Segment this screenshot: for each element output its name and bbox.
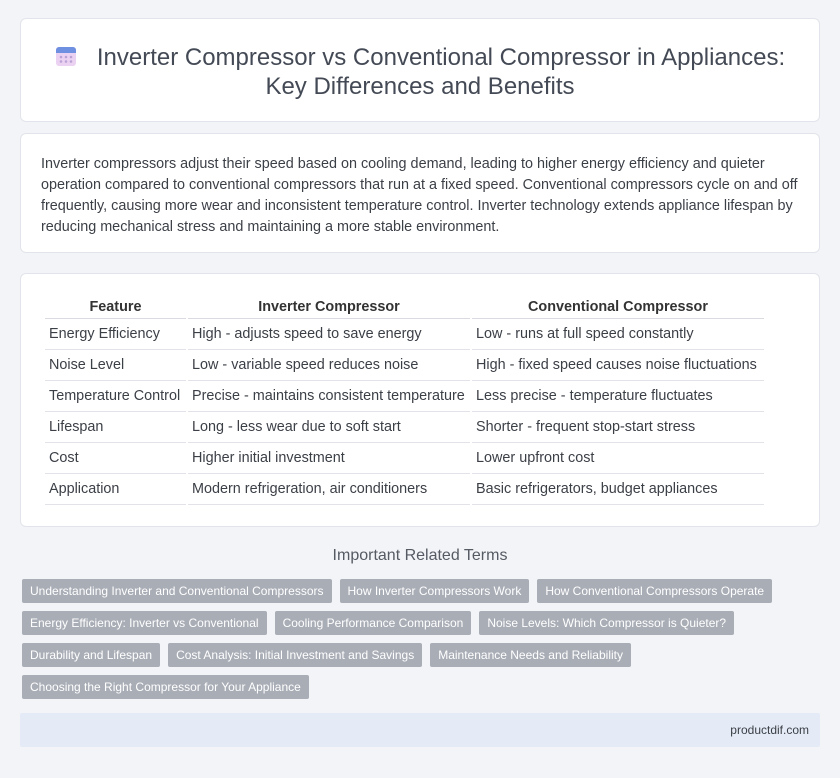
- table-cell: Temperature Control: [45, 381, 186, 412]
- table-cell: Higher initial investment: [188, 443, 470, 474]
- table-cell: Modern refrigeration, air conditioners: [188, 474, 470, 505]
- intro-paragraph: Inverter compressors adjust their speed based on cooling demand, leading to higher energy efficiency and quieter operation compared to conventional compressors that run at a fixed speed. Conventional compressors cycle on and off frequently, causing more wear and inconsistent temperature control. Inverter technology extends appliance lifespan by reducing mechanical stress and maintaining a more stable environment.: [41, 156, 798, 235]
- table-row: [45, 443, 764, 474]
- header-conventional: Conventional Compressor: [472, 295, 764, 319]
- related-term-tag[interactable]: Choosing the Right Compressor for Your Appliance: [22, 675, 309, 699]
- calendar-icon: [55, 45, 77, 67]
- table-cell: Noise Level: [45, 350, 186, 381]
- related-term-tag[interactable]: Cooling Performance Comparison: [275, 611, 472, 635]
- related-terms-title: Important Related Terms: [332, 547, 508, 564]
- related-term-tag[interactable]: Maintenance Needs and Reliability: [430, 643, 631, 667]
- table-row: [45, 474, 764, 505]
- table-cell: High - fixed speed causes noise fluctuations: [472, 350, 764, 381]
- title-line-1: Inverter Compressor vs Conventional Compressor in Appliances:: [96, 44, 786, 71]
- footer-site-link[interactable]: productdif.com: [730, 723, 809, 737]
- related-term-tag[interactable]: How Conventional Compressors Operate: [537, 579, 772, 603]
- related-term-tag[interactable]: Durability and Lifespan: [22, 643, 160, 667]
- table-row: [45, 412, 764, 443]
- table-cell: Low - runs at full speed constantly: [472, 319, 764, 350]
- comparison-card: [20, 273, 820, 527]
- table-row: [45, 319, 764, 350]
- related-term-tag[interactable]: Noise Levels: Which Compressor is Quieter?: [479, 611, 734, 635]
- comparison-table: [43, 295, 766, 505]
- table-cell: High - adjusts speed to save energy: [188, 319, 470, 350]
- title-line-2: Key Differences and Benefits: [265, 73, 575, 100]
- table-row: [45, 381, 764, 412]
- related-term-tag[interactable]: Cost Analysis: Initial Investment and Savings: [168, 643, 422, 667]
- related-terms-list: [22, 579, 812, 707]
- related-term-tag[interactable]: Understanding Inverter and Conventional Compressors: [22, 579, 332, 603]
- table-header-row: [45, 295, 764, 319]
- table-cell: Lifespan: [45, 412, 186, 443]
- table-row: [45, 350, 764, 381]
- table-cell: Basic refrigerators, budget appliances: [472, 474, 764, 505]
- related-term-tag[interactable]: Energy Efficiency: Inverter vs Conventional: [22, 611, 267, 635]
- footer-bar: [20, 713, 820, 747]
- table-cell: Lower upfront cost: [472, 443, 764, 474]
- header-feature: Feature: [45, 295, 186, 319]
- table-cell: Shorter - frequent stop-start stress: [472, 412, 764, 443]
- table-cell: Precise - maintains consistent temperature: [188, 381, 470, 412]
- page-title: [21, 43, 819, 101]
- table-cell: Application: [45, 474, 186, 505]
- table-cell: Low - variable speed reduces noise: [188, 350, 470, 381]
- intro-card: [20, 133, 820, 253]
- table-cell: Energy Efficiency: [45, 319, 186, 350]
- table-cell: Cost: [45, 443, 186, 474]
- table-cell: Long - less wear due to soft start: [188, 412, 470, 443]
- header-inverter: Inverter Compressor: [188, 295, 470, 319]
- table-cell: Less precise - temperature fluctuates: [472, 381, 764, 412]
- title-card: [20, 18, 820, 122]
- related-term-tag[interactable]: How Inverter Compressors Work: [340, 579, 530, 603]
